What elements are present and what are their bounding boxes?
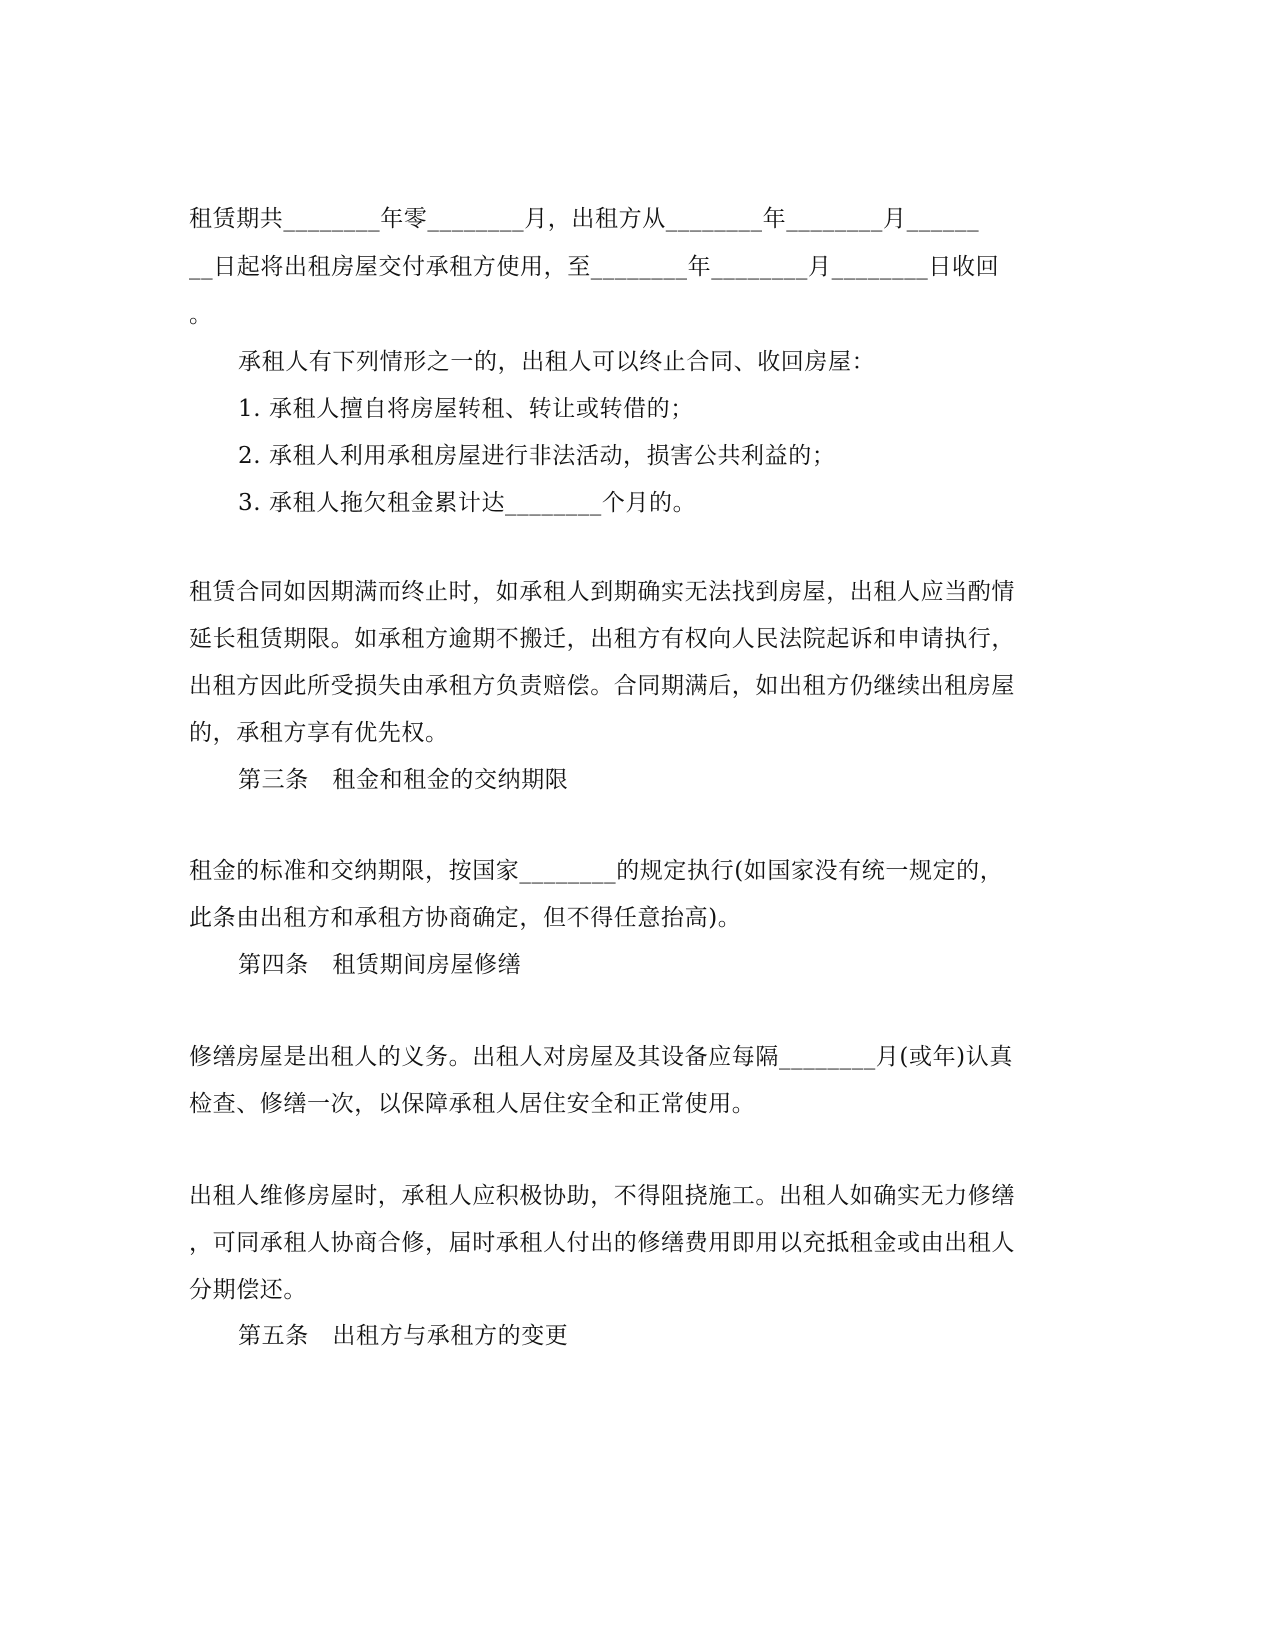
rent-line-1: 租金的标准和交纳期限，按国家________的规定执行(如国家没有统一规定的， [189, 858, 1004, 884]
lease-term-line-3: 。 [189, 302, 213, 328]
maintenance-line-3: 分期偿还。 [189, 1277, 307, 1303]
rent-line-2: 此条由出租方和承租方协商确定，但不得任意抬高)。 [189, 905, 742, 931]
termination-item-1: 1. 承租人擅自将房屋转租、转让或转借的； [238, 396, 694, 422]
expiry-line-2: 延长租赁期限。如承租方逾期不搬迁，出租方有权向人民法院起诉和申请执行， [189, 626, 1015, 652]
maintenance-line-1: 出租人维修房屋时，承租人应积极协助，不得阻挠施工。出租人如确实无力修缮 [189, 1183, 1015, 1209]
expiry-line-4: 的，承租方享有优先权。 [189, 720, 449, 746]
article-5-heading: 第五条 出租方与承租方的变更 [238, 1323, 569, 1349]
expiry-line-3: 出租方因此所受损失由承租方负责赔偿。合同期满后，如出租方仍继续出租房屋 [189, 673, 1015, 699]
termination-item-3: 3. 承租人拖欠租金累计达________个月的。 [238, 490, 697, 516]
lease-term-line-1: 租赁期共________年零________月，出租方从________年________月______ [189, 206, 980, 232]
article-3-heading: 第三条 租金和租金的交纳期限 [238, 767, 569, 793]
expiry-line-1: 租赁合同如因期满而终止时，如承租人到期确实无法找到房屋，出租人应当酌情 [189, 579, 1015, 605]
repair-line-1: 修缮房屋是出租人的义务。出租人对房屋及其设备应每隔________月(或年)认真 [189, 1044, 1013, 1070]
termination-item-2: 2. 承租人利用承租房屋进行非法活动，损害公共利益的； [238, 443, 836, 469]
termination-intro: 承租人有下列情形之一的，出租人可以终止合同、收回房屋： [238, 349, 876, 375]
repair-line-2: 检查、修缮一次，以保障承租人居住安全和正常使用。 [189, 1091, 756, 1117]
lease-term-line-2: __日起将出租房屋交付承租方使用，至________年________月________日收回 [189, 254, 1000, 280]
article-4-heading: 第四条 租赁期间房屋修缮 [238, 952, 522, 978]
maintenance-line-2: ，可同承租人协商合修，届时承租人付出的修缮费用即用以充抵租金或由出租人 [189, 1230, 1015, 1256]
